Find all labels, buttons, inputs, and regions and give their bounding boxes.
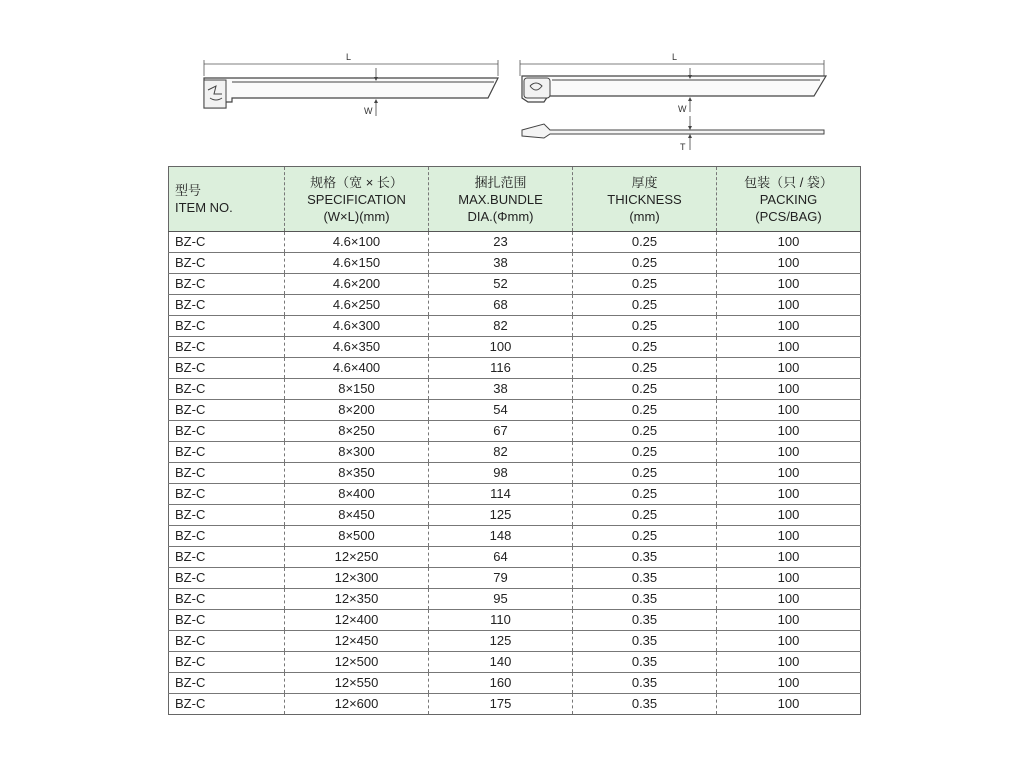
cell-max-bundle: 38 — [429, 253, 573, 274]
header-thickness-zh: 厚度 — [631, 174, 658, 190]
cell-item-no: BZ-C — [169, 358, 285, 379]
cell-specification: 12×550 — [285, 673, 429, 694]
table-row — [169, 610, 861, 631]
table-row — [169, 253, 861, 274]
header-spec-unit: (W×L)(mm) — [323, 208, 390, 224]
cell-max-bundle: 82 — [429, 316, 573, 337]
table-row — [169, 316, 861, 337]
cell-item-no: BZ-C — [169, 421, 285, 442]
header-thickness-en: THICKNESS — [607, 191, 682, 207]
table-row — [169, 463, 861, 484]
cell-thickness: 0.25 — [573, 232, 717, 253]
cell-max-bundle: 114 — [429, 484, 573, 505]
cell-max-bundle: 23 — [429, 232, 573, 253]
cell-specification: 8×500 — [285, 526, 429, 547]
cell-max-bundle: 67 — [429, 421, 573, 442]
table-row — [169, 484, 861, 505]
header-packing-unit: (PCS/BAG) — [755, 208, 822, 224]
cell-packing: 100 — [717, 589, 861, 610]
header-spec-zh: 规格（宽 × 长） — [310, 174, 403, 190]
cell-packing: 100 — [717, 379, 861, 400]
cell-thickness: 0.25 — [573, 316, 717, 337]
table-row — [169, 337, 861, 358]
cell-thickness: 0.25 — [573, 526, 717, 547]
header-row — [169, 167, 861, 232]
cell-thickness: 0.25 — [573, 421, 717, 442]
cell-max-bundle: 148 — [429, 526, 573, 547]
cell-packing: 100 — [717, 568, 861, 589]
cell-item-no: BZ-C — [169, 337, 285, 358]
cell-specification: 8×400 — [285, 484, 429, 505]
table-row — [169, 421, 861, 442]
length-label-left: L — [346, 52, 352, 62]
cell-thickness: 0.25 — [573, 274, 717, 295]
spec-table — [168, 166, 861, 715]
cell-thickness: 0.35 — [573, 568, 717, 589]
cell-max-bundle: 98 — [429, 463, 573, 484]
header-spec-en: SPECIFICATION — [307, 191, 406, 207]
cell-packing: 100 — [717, 421, 861, 442]
cell-max-bundle: 125 — [429, 631, 573, 652]
cell-thickness: 0.25 — [573, 337, 717, 358]
header-packing-zh: 包装（只 / 袋） — [744, 174, 833, 190]
header-item-no-zh: 型号 — [175, 183, 202, 198]
header-specification — [285, 167, 429, 232]
header-thickness-unit: (mm) — [629, 208, 660, 224]
table-row — [169, 358, 861, 379]
table-row — [169, 295, 861, 316]
cell-packing: 100 — [717, 316, 861, 337]
cell-thickness: 0.25 — [573, 463, 717, 484]
cell-max-bundle: 100 — [429, 337, 573, 358]
header-item-no-en: ITEM NO. — [175, 200, 233, 215]
cell-item-no: BZ-C — [169, 526, 285, 547]
cell-max-bundle: 110 — [429, 610, 573, 631]
cell-specification: 12×350 — [285, 589, 429, 610]
table-row — [169, 379, 861, 400]
cell-max-bundle: 95 — [429, 589, 573, 610]
table-row — [169, 274, 861, 295]
cell-specification: 8×150 — [285, 379, 429, 400]
cell-max-bundle: 82 — [429, 442, 573, 463]
header-packing — [717, 167, 861, 232]
width-label-right: W — [678, 104, 687, 114]
cell-item-no: BZ-C — [169, 232, 285, 253]
cell-max-bundle: 64 — [429, 547, 573, 568]
cell-max-bundle: 140 — [429, 652, 573, 673]
table-row — [169, 547, 861, 568]
cell-thickness: 0.35 — [573, 547, 717, 568]
cell-packing: 100 — [717, 547, 861, 568]
cell-max-bundle: 79 — [429, 568, 573, 589]
cell-specification: 12×500 — [285, 652, 429, 673]
cell-thickness: 0.25 — [573, 505, 717, 526]
cell-item-no: BZ-C — [169, 463, 285, 484]
length-label-right: L — [672, 52, 678, 62]
table-row — [169, 589, 861, 610]
header-packing-en: PACKING — [759, 191, 818, 207]
cell-packing: 100 — [717, 442, 861, 463]
cell-specification: 12×300 — [285, 568, 429, 589]
cell-packing: 100 — [717, 295, 861, 316]
cell-specification: 8×300 — [285, 442, 429, 463]
cell-thickness: 0.25 — [573, 358, 717, 379]
cell-specification: 4.6×350 — [285, 337, 429, 358]
cell-thickness: 0.35 — [573, 631, 717, 652]
cell-item-no: BZ-C — [169, 400, 285, 421]
cell-specification: 8×350 — [285, 463, 429, 484]
cell-packing: 100 — [717, 694, 861, 715]
cell-thickness: 0.35 — [573, 673, 717, 694]
cell-item-no: BZ-C — [169, 505, 285, 526]
cell-item-no: BZ-C — [169, 253, 285, 274]
cell-thickness: 0.35 — [573, 610, 717, 631]
cell-specification: 4.6×100 — [285, 232, 429, 253]
cell-specification: 4.6×250 — [285, 295, 429, 316]
cell-max-bundle: 52 — [429, 274, 573, 295]
cell-specification: 8×200 — [285, 400, 429, 421]
spec-table-body — [169, 232, 861, 715]
cell-item-no: BZ-C — [169, 631, 285, 652]
table-row — [169, 631, 861, 652]
cell-thickness: 0.25 — [573, 295, 717, 316]
cell-item-no: BZ-C — [169, 316, 285, 337]
header-bundle-zh: 捆扎范围 — [474, 174, 527, 190]
header-bundle-en: MAX.BUNDLE — [458, 191, 543, 207]
cell-packing: 100 — [717, 337, 861, 358]
cell-packing: 100 — [717, 484, 861, 505]
cell-specification: 4.6×300 — [285, 316, 429, 337]
table-row — [169, 442, 861, 463]
table-row — [169, 694, 861, 715]
cell-packing: 100 — [717, 274, 861, 295]
cell-specification: 4.6×400 — [285, 358, 429, 379]
cell-packing: 100 — [717, 526, 861, 547]
cell-item-no: BZ-C — [169, 484, 285, 505]
cell-packing: 100 — [717, 673, 861, 694]
table-row — [169, 568, 861, 589]
cell-item-no: BZ-C — [169, 568, 285, 589]
cell-thickness: 0.35 — [573, 652, 717, 673]
cell-specification: 12×400 — [285, 610, 429, 631]
cell-specification: 4.6×150 — [285, 253, 429, 274]
cell-max-bundle: 54 — [429, 400, 573, 421]
cell-packing: 100 — [717, 610, 861, 631]
cell-packing: 100 — [717, 400, 861, 421]
cell-item-no: BZ-C — [169, 589, 285, 610]
cell-max-bundle: 38 — [429, 379, 573, 400]
cell-thickness: 0.25 — [573, 379, 717, 400]
cable-tie-right-svg — [514, 50, 834, 160]
cell-thickness: 0.25 — [573, 484, 717, 505]
cell-specification: 12×250 — [285, 547, 429, 568]
cable-tie-left-svg — [198, 50, 508, 130]
cell-thickness: 0.35 — [573, 589, 717, 610]
cell-specification: 8×450 — [285, 505, 429, 526]
table-row — [169, 652, 861, 673]
cell-specification: 4.6×200 — [285, 274, 429, 295]
cell-specification: 12×600 — [285, 694, 429, 715]
cell-specification: 8×250 — [285, 421, 429, 442]
cell-packing: 100 — [717, 232, 861, 253]
table-row — [169, 232, 861, 253]
cell-packing: 100 — [717, 652, 861, 673]
cell-item-no: BZ-C — [169, 379, 285, 400]
cell-max-bundle: 116 — [429, 358, 573, 379]
header-thickness — [573, 167, 717, 232]
cell-packing: 100 — [717, 358, 861, 379]
cell-item-no: BZ-C — [169, 652, 285, 673]
header-item-no — [169, 167, 285, 232]
cell-item-no: BZ-C — [169, 610, 285, 631]
width-label-left: W — [364, 106, 373, 116]
cell-item-no: BZ-C — [169, 274, 285, 295]
table-row — [169, 526, 861, 547]
cell-thickness: 0.25 — [573, 400, 717, 421]
header-bundle-unit: DIA.(Φmm) — [467, 208, 534, 224]
cell-packing: 100 — [717, 631, 861, 652]
table-row — [169, 673, 861, 694]
table-row — [169, 505, 861, 526]
cell-max-bundle: 125 — [429, 505, 573, 526]
spec-table-header — [169, 167, 861, 232]
cable-tie-drawing-right — [514, 50, 834, 160]
cell-max-bundle: 175 — [429, 694, 573, 715]
cell-packing: 100 — [717, 253, 861, 274]
cell-max-bundle: 160 — [429, 673, 573, 694]
cell-max-bundle: 68 — [429, 295, 573, 316]
header-max-bundle — [429, 167, 573, 232]
cable-tie-drawing-left — [198, 50, 508, 130]
cell-thickness: 0.35 — [573, 694, 717, 715]
table-row — [169, 400, 861, 421]
cell-packing: 100 — [717, 463, 861, 484]
cell-packing: 100 — [717, 505, 861, 526]
cell-specification: 12×450 — [285, 631, 429, 652]
cell-item-no: BZ-C — [169, 694, 285, 715]
cell-item-no: BZ-C — [169, 295, 285, 316]
cell-item-no: BZ-C — [169, 442, 285, 463]
cell-thickness: 0.25 — [573, 442, 717, 463]
cell-thickness: 0.25 — [573, 253, 717, 274]
thickness-label-right: T — [680, 142, 686, 152]
cell-item-no: BZ-C — [169, 673, 285, 694]
cell-item-no: BZ-C — [169, 547, 285, 568]
